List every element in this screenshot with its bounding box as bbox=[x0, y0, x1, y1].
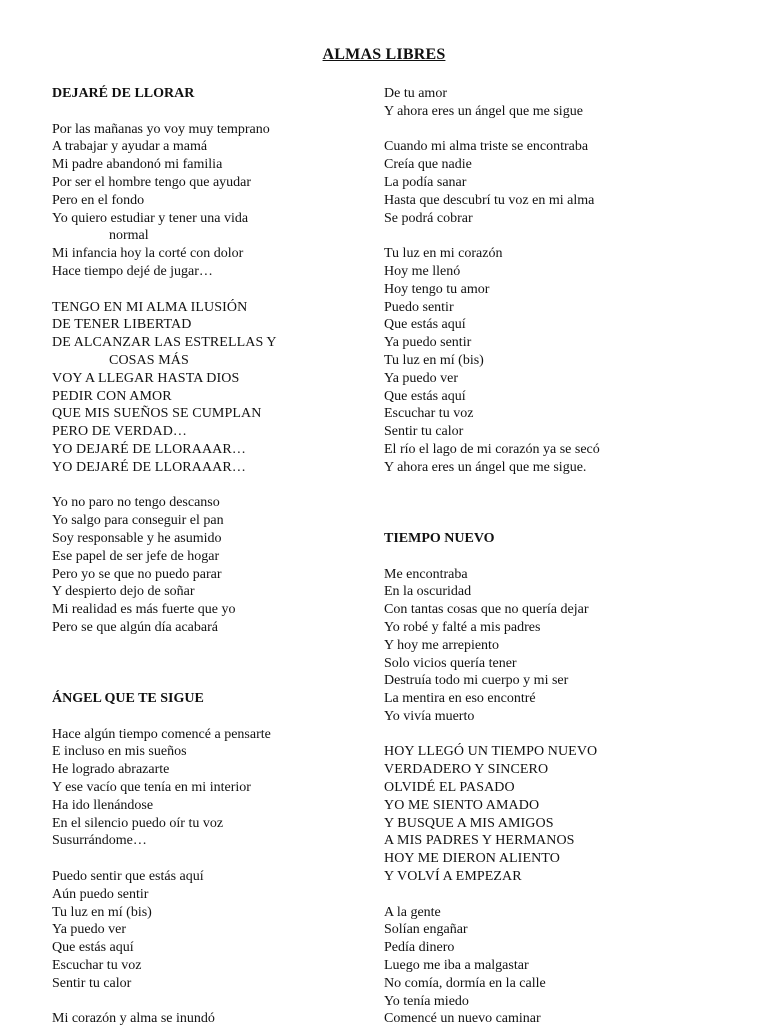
lyric-line: Cuando mi alma triste se encontraba bbox=[384, 139, 589, 155]
song2-stanza5 bbox=[384, 245, 704, 476]
chorus-line: DE ALCANZAR LAS ESTRELLAS Y bbox=[52, 335, 277, 351]
lyric-line: Puedo sentir que estás aquí bbox=[52, 869, 204, 885]
song2-stanza1 bbox=[52, 726, 372, 851]
song1-stanza2 bbox=[52, 494, 372, 636]
song2-stanza3-continued bbox=[384, 85, 704, 121]
chorus-line: QUE MIS SUEÑOS SE CUMPLAN bbox=[52, 406, 262, 422]
left-column bbox=[52, 85, 372, 1028]
chorus-line: A MIS PADRES Y HERMANOS bbox=[384, 833, 575, 849]
lyric-line: Yo vivía muerto bbox=[384, 708, 475, 724]
lyric-line: Escuchar tu voz bbox=[52, 958, 142, 974]
chorus-line: DE TENER LIBERTAD bbox=[52, 317, 192, 333]
song-title-tiempo-nuevo: TIEMPO NUEVO bbox=[384, 530, 495, 546]
lyric-line: En el silencio puedo oír tu voz bbox=[52, 815, 224, 831]
lyric-line: Luego me iba a malgastar bbox=[384, 958, 529, 974]
chorus-line: OLVIDÉ EL PASADO bbox=[384, 780, 515, 796]
lyric-line: La mentira en eso encontré bbox=[384, 691, 536, 707]
lyric-line: Mi infancia hoy la corté con dolor bbox=[52, 246, 244, 262]
lyric-line: Y ahora eres un ángel que me sigue bbox=[384, 103, 583, 119]
lyric-line: Puedo sentir bbox=[384, 299, 454, 315]
chorus-line: VERDADERO Y SINCERO bbox=[384, 762, 549, 778]
lyric-line: Que estás aquí bbox=[52, 940, 134, 956]
lyric-line: En la oscuridad bbox=[384, 584, 472, 600]
lyric-line: Se podrá cobrar bbox=[384, 210, 473, 226]
chorus-line: YO DEJARÉ DE LLORAAAR… bbox=[52, 459, 246, 475]
document-title: ALMAS LIBRES bbox=[322, 46, 446, 63]
chorus-line: HOY LLEGÓ UN TIEMPO NUEVO bbox=[384, 744, 598, 760]
right-column bbox=[384, 85, 704, 1028]
song-title-dejare-de-llorar: DEJARÉ DE LLORAR bbox=[52, 86, 195, 101]
lyric-line: Yo quiero estudiar y tener una vida bbox=[52, 210, 249, 226]
chorus-line: PERO DE VERDAD… bbox=[52, 424, 188, 440]
lyric-line: Sentir tu calor bbox=[52, 975, 132, 991]
lyric-line: Susurrándome… bbox=[52, 833, 147, 849]
lyric-line: Pedía dinero bbox=[384, 940, 455, 956]
lyric-line: El río el lago de mi corazón ya se secó bbox=[384, 441, 600, 457]
lyric-line: normal bbox=[109, 228, 149, 244]
chorus-line: HOY ME DIERON ALIENTO bbox=[384, 851, 560, 867]
lyric-line: Y despierto dejo de soñar bbox=[52, 584, 195, 600]
lyric-line: Que estás aquí bbox=[384, 388, 466, 404]
lyric-line: Ha ido llenándose bbox=[52, 797, 154, 813]
lyric-line: Ya puedo sentir bbox=[384, 335, 472, 351]
lyric-line: Solían engañar bbox=[384, 922, 468, 938]
chorus-line: TENGO EN MI ALMA ILUSIÓN bbox=[52, 299, 248, 315]
chorus-line: Y VOLVÍ A EMPEZAR bbox=[384, 869, 522, 885]
lyric-line: Destruía todo mi cuerpo y mi ser bbox=[384, 673, 569, 689]
lyric-line: Por las mañanas yo voy muy temprano bbox=[52, 121, 270, 137]
song2-stanza2 bbox=[52, 868, 372, 993]
lyric-line: Ese papel de ser jefe de hogar bbox=[52, 548, 220, 564]
chorus-line: COSAS MÁS bbox=[109, 352, 189, 368]
lyric-line: De tu amor bbox=[384, 86, 447, 101]
lyric-line: Y ahora eres un ángel que me sigue. bbox=[384, 459, 587, 475]
lyric-line: Tu luz en mí (bis) bbox=[384, 352, 484, 368]
song3-chorus bbox=[384, 743, 704, 885]
lyric-line: A la gente bbox=[384, 904, 441, 920]
lyric-line: Escuchar tu voz bbox=[384, 406, 474, 422]
lyric-line: Yo no paro no tengo descanso bbox=[52, 495, 220, 511]
lyric-line: Que estás aquí bbox=[384, 317, 466, 333]
lyric-line: Mi corazón y alma se inundó bbox=[52, 1011, 215, 1027]
lyric-line: Mi padre abandonó mi familia bbox=[52, 157, 223, 173]
lyric-line: Por ser el hombre tengo que ayudar bbox=[52, 174, 252, 190]
lyric-line: Hace algún tiempo comencé a pensarte bbox=[52, 726, 271, 742]
lyric-line: Ya puedo ver bbox=[52, 922, 127, 938]
song2-stanza3 bbox=[52, 1010, 372, 1028]
lyric-line: Sentir tu calor bbox=[384, 424, 464, 440]
lyric-line: He logrado abrazarte bbox=[52, 762, 170, 778]
lyric-line: Mi realidad es más fuerte que yo bbox=[52, 602, 236, 618]
lyric-line: Tu luz en mi corazón bbox=[384, 246, 503, 262]
lyric-line: Creía que nadie bbox=[384, 157, 472, 173]
lyric-line: Pero en el fondo bbox=[52, 192, 145, 208]
lyric-line: Yo robé y falté a mis padres bbox=[384, 619, 541, 635]
lyric-line: Solo vicios quería tener bbox=[384, 655, 517, 671]
song2-stanza4 bbox=[384, 138, 704, 227]
lyric-line: Hoy tengo tu amor bbox=[384, 281, 490, 297]
song-title-angel-que-te-sigue: ÁNGEL QUE TE SIGUE bbox=[52, 691, 204, 707]
lyric-line: E incluso en mis sueños bbox=[52, 744, 187, 760]
lyric-line: Y hoy me arrepiento bbox=[384, 637, 499, 653]
lyric-line: Aún puedo sentir bbox=[52, 886, 149, 902]
lyric-line: Y ese vacío que tenía en mi interior bbox=[52, 780, 251, 796]
lyric-line: La podía sanar bbox=[384, 174, 467, 190]
lyric-line: Pero yo se que no puedo parar bbox=[52, 566, 222, 582]
lyric-line: Tu luz en mí (bis) bbox=[52, 904, 152, 920]
chorus-line: PEDIR CON AMOR bbox=[52, 388, 172, 404]
lyric-line: Hasta que descubrí tu voz en mi alma bbox=[384, 192, 595, 208]
lyric-line: Con tantas cosas que no quería dejar bbox=[384, 602, 589, 618]
lyric-line: Hace tiempo dejé de jugar… bbox=[52, 263, 213, 279]
chorus-line: VOY A LLEGAR HASTA DIOS bbox=[52, 370, 240, 386]
lyric-line: Yo tenía miedo bbox=[384, 993, 469, 1009]
song3-stanza2 bbox=[384, 904, 704, 1028]
song1-chorus bbox=[52, 299, 372, 477]
lyric-line: Comencé un nuevo caminar bbox=[384, 1011, 541, 1027]
lyric-line: No comía, dormía en la calle bbox=[384, 975, 546, 991]
lyric-line: Pero se que algún día acabará bbox=[52, 619, 218, 635]
chorus-line: YO ME SIENTO AMADO bbox=[384, 797, 540, 813]
song3-stanza1 bbox=[384, 566, 704, 726]
song1-stanza1 bbox=[52, 121, 372, 281]
lyric-line: A trabajar y ayudar a mamá bbox=[52, 139, 208, 155]
lyric-line: Me encontraba bbox=[384, 566, 468, 582]
chorus-line: Y BUSQUE A MIS AMIGOS bbox=[384, 815, 554, 831]
lyric-line: Soy responsable y he asumido bbox=[52, 530, 222, 546]
lyric-line: Hoy me llenó bbox=[384, 263, 461, 279]
lyric-line: Ya puedo ver bbox=[384, 370, 459, 386]
lyric-line: Yo salgo para conseguir el pan bbox=[52, 513, 224, 529]
chorus-line: YO DEJARÉ DE LLORAAAR… bbox=[52, 441, 246, 457]
